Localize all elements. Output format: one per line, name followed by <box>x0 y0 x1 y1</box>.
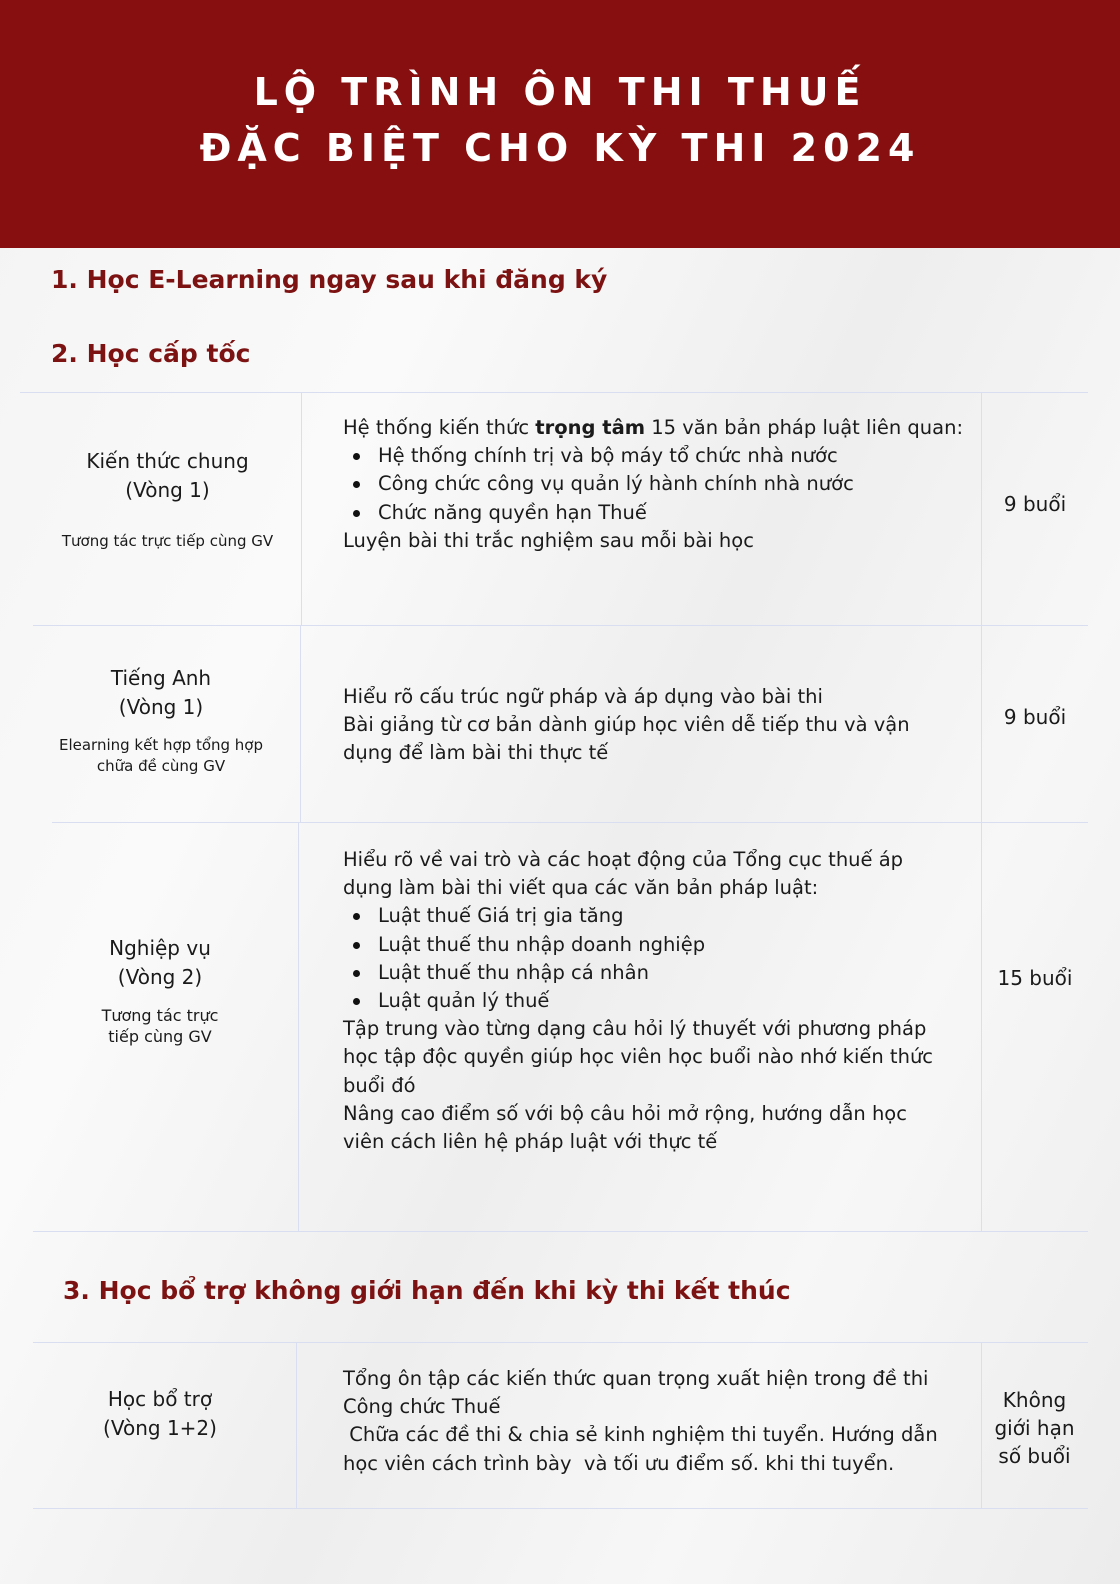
column-divider <box>296 1342 297 1508</box>
subject-name: Học bổ trợ <box>107 1387 213 1411</box>
list-item: Luật quản lý thuế <box>378 987 943 1015</box>
subject-name: Tiếng Anh <box>110 666 212 690</box>
table-divider <box>20 392 1088 393</box>
table-divider <box>33 1342 1088 1343</box>
subject-name: Nghiệp vụ <box>109 936 211 960</box>
description-paragraph: Nâng cao điểm số với bộ câu hỏi mở rộng, hướng dẫn học viên cách liên hệ pháp luật với thực tế <box>343 1101 907 1154</box>
table-divider <box>33 625 1088 626</box>
subject-description <box>343 414 968 555</box>
subject-round: (Vòng 1) <box>118 695 204 719</box>
session-count: 9 buổi <box>1003 492 1067 516</box>
subject-note: Tương tác trực tiếp cùng GV <box>61 532 274 550</box>
column-divider <box>981 1342 982 1508</box>
subject-description <box>343 683 943 768</box>
subject-note: Elearning kết hợp tổng hợp chữa đề cùng GV <box>58 736 264 775</box>
subject-description <box>343 1365 955 1478</box>
subject-round: (Vòng 1) <box>125 478 210 502</box>
topic-list <box>343 442 968 527</box>
description-paragraph: Chữa các đề thi & chia sẻ kinh nghiệm thi tuyển. Hướng dẫn học viên cách trình bày và tối ưu điểm số. khi thi tuyển. <box>343 1423 944 1475</box>
page-title-line-2: ĐẶC BIỆT CHO KỲ THI 2024 <box>199 126 921 170</box>
subject-name: Kiến thức chung <box>86 449 249 473</box>
description-intro: Hệ thống kiến thức trọng tâm 15 văn bản pháp luật liên quan: <box>343 416 964 439</box>
list-item: Luật thuế thu nhập doanh nghiệp <box>378 931 943 959</box>
description-paragraph: Bài giảng từ cơ bản dành giúp học viên dễ tiếp thu và vận dụng để làm bài thi thực tế <box>343 713 910 765</box>
subject-description <box>343 846 943 1156</box>
section-heading-intensive: 2. Học cấp tốc <box>51 339 251 368</box>
topic-list <box>343 902 943 1015</box>
session-count: 15 buổi <box>997 966 1073 990</box>
list-item: Luật thuế thu nhập cá nhân <box>378 959 943 987</box>
page-title-line-1: LỘ TRÌNH ÔN THI THUẾ <box>253 70 867 114</box>
column-divider <box>300 625 301 822</box>
description-paragraph: Tổng ôn tập các kiến thức quan trọng xuất hiện trong đề thi Công chức Thuế <box>343 1367 929 1419</box>
list-item: Chức năng quyền hạn Thuế <box>378 499 968 527</box>
section-heading-elearning: 1. Học E-Learning ngay sau khi đăng ký <box>51 265 608 294</box>
session-count: 9 buổi <box>1003 705 1067 729</box>
list-item: Công chức công vụ quản lý hành chính nhà nước <box>378 470 968 498</box>
table-row <box>80 1385 240 1443</box>
section-heading-support: 3. Học bổ trợ không giới hạn đến khi kỳ thi kết thúc <box>63 1276 791 1305</box>
session-count: Không giới hạn số buổi <box>994 1388 1075 1468</box>
table-divider <box>52 822 1088 823</box>
description-paragraph: Hiểu rõ cấu trúc ngữ pháp và áp dụng vào bài thi <box>343 685 823 708</box>
description-outro: Luyện bài thi trắc nghiệm sau mỗi bài học <box>343 528 754 552</box>
header-banner <box>0 0 1120 248</box>
subject-round: (Vòng 2) <box>117 965 203 989</box>
list-item: Hệ thống chính trị và bộ máy tổ chức nhà nước <box>378 442 968 470</box>
list-item: Luật thuế Giá trị gia tăng <box>378 902 943 930</box>
column-divider <box>301 392 302 625</box>
column-divider <box>298 822 299 1231</box>
table-divider <box>33 1231 1088 1232</box>
table-row <box>85 934 235 1047</box>
table-divider <box>33 1508 1088 1509</box>
subject-round: (Vòng 1+2) <box>103 1416 217 1440</box>
table-row <box>50 447 285 552</box>
subject-note: Tương tác trực tiếp cùng GV <box>101 1006 219 1046</box>
description-paragraph: Tập trung vào từng dạng câu hỏi lý thuyết với phương pháp học tập độc quyền giúp học viên học buổi nào nhớ kiến thức buổi đó <box>343 1017 934 1097</box>
description-intro: Hiểu rõ về vai trò và các hoạt động của Tổng cục thuế áp dụng làm bài thi viết qua các văn bản pháp luật: <box>343 848 904 900</box>
emphasis-text: trọng tâm <box>535 416 646 439</box>
table-row <box>55 664 267 777</box>
